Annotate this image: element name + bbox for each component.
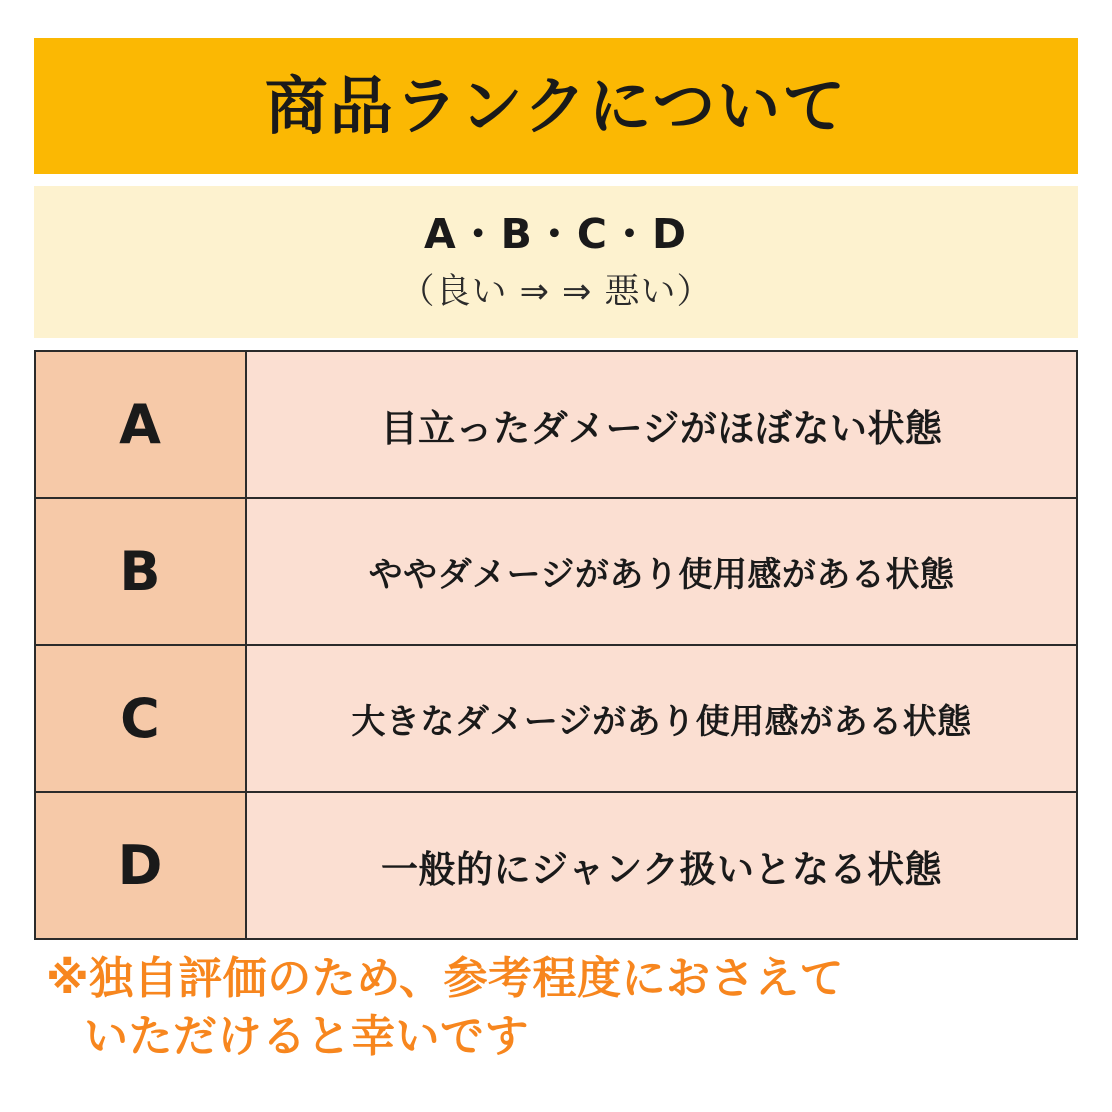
table-row	[35, 498, 1077, 645]
rank-label-d: D	[35, 792, 246, 939]
rank-description-c: 大きなダメージがあり使用感がある状態	[246, 645, 1077, 792]
page-title: 商品ランクについて	[264, 69, 848, 143]
rank-label-b: B	[35, 498, 246, 645]
footer-note	[46, 950, 1086, 1066]
rank-list-label: A・B・C・D	[423, 210, 689, 259]
subtitle-band	[34, 186, 1078, 338]
rank-description-b: ややダメージがあり使用感がある状態	[246, 498, 1077, 645]
rank-description-d: 一般的にジャンク扱いとなる状態	[246, 792, 1077, 939]
rank-scale-label: （良い ⇒ ⇒ 悪い）	[399, 272, 713, 313]
rank-table	[34, 350, 1078, 940]
footer-note-line-2: いただけると幸いです	[84, 1011, 529, 1063]
table-row	[35, 792, 1077, 939]
table-row	[35, 645, 1077, 792]
footer-note-line-1: ※独自評価のため、参考程度におさえて	[46, 953, 845, 1004]
rank-label-c: C	[35, 645, 246, 792]
table-row	[35, 351, 1077, 498]
rank-description-a: 目立ったダメージがほぼない状態	[246, 351, 1077, 498]
rank-label-a: A	[35, 351, 246, 498]
title-banner	[34, 38, 1078, 174]
